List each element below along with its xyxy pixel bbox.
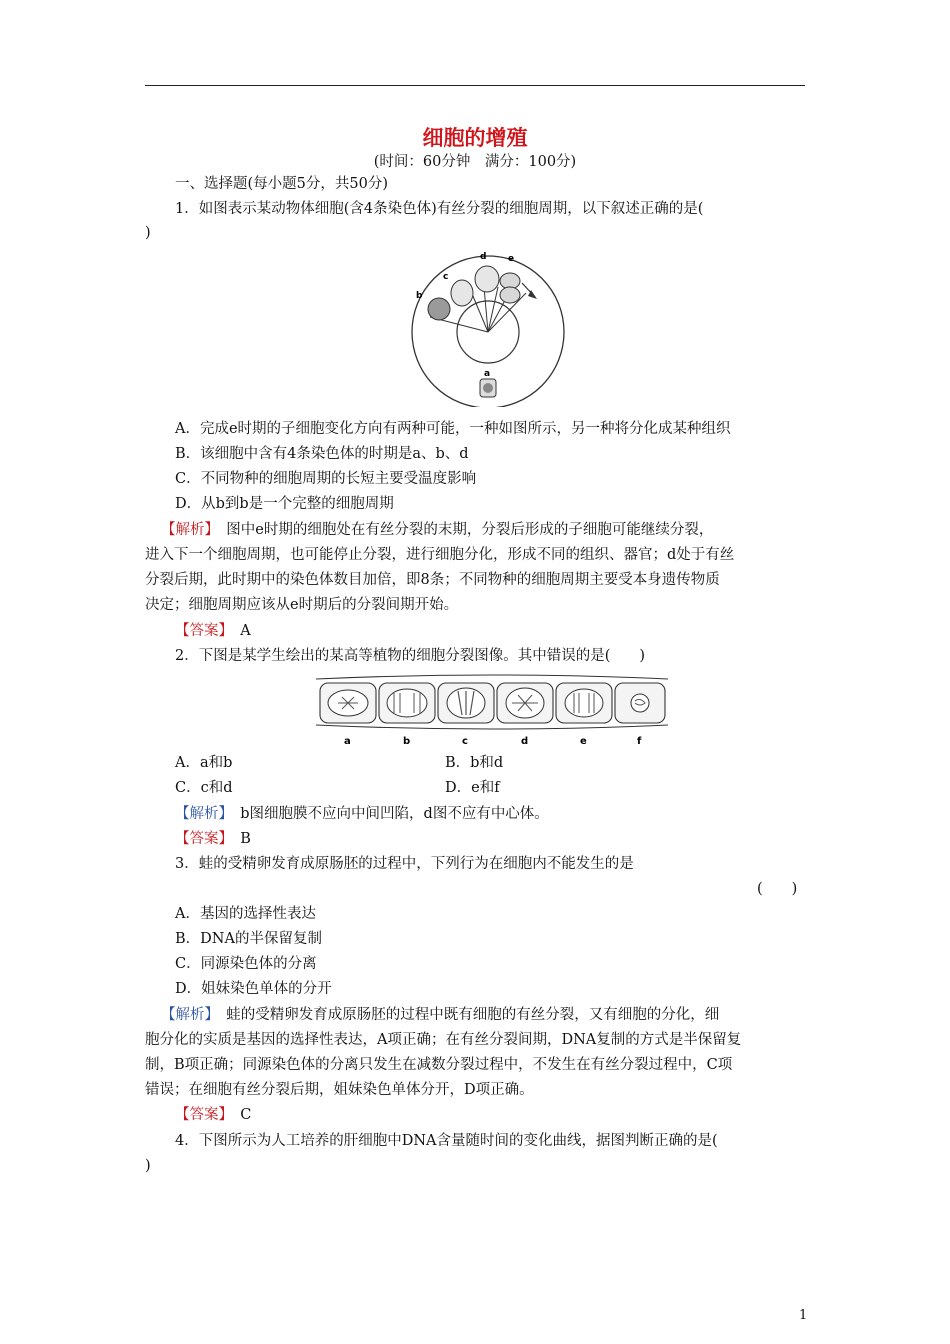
q3-analysis-line-3: 制，B项正确；同源染色体的分离只发生在减数分裂过程中，不发生在有丝分裂过程中，C项 [145, 1057, 733, 1073]
q2-fig-label-b: b [403, 736, 411, 747]
q1-analysis-line-1: 【解析】 图中e时期的细胞处在有丝分裂的末期，分裂后形成的子细胞可能继续分裂， [161, 522, 714, 538]
q4-stem: 4．下图所示为人工培养的肝细胞中DNA含量随时间的变化曲线，据图判断正确的是( [175, 1133, 718, 1149]
q3-option-b: B．DNA的半保留复制 [175, 931, 322, 947]
q2-fig-label-e: e [580, 736, 587, 747]
q3-answer-blank: ( ) [757, 881, 798, 897]
q1-analysis-line-2: 进入下一个细胞周期，也可能停止分裂，进行细胞分化，形成不同的组织、器官；d处于有丝 [145, 547, 735, 563]
q2-fig-label-d: d [521, 736, 529, 747]
q1-option-d: D．从b到b是一个完整的细胞周期 [175, 496, 394, 512]
q1-option-c: C．不同物种的细胞周期的长短主要受温度影响 [175, 471, 477, 487]
q1-stem-cont: ) [145, 225, 151, 241]
plant-mitosis-figure [312, 673, 672, 753]
q3-option-c: C．同源染色体的分离 [175, 956, 317, 972]
q2-fig-label-a: a [344, 736, 351, 747]
q1-option-b: B．该细胞中含有4条染色体的时期是a、b、d [175, 446, 469, 462]
section-heading: 一、选择题(每小题5分，共50分) [175, 176, 388, 192]
q1-fig-label-a: a [484, 369, 491, 379]
q3-stem: 3．蛙的受精卵发育成原肠胚的过程中，下列行为在细胞内不能发生的是 [175, 856, 634, 872]
q3-analysis-line-2: 胞分化的实质是基因的选择性表达，A项正确；在有丝分裂间期，DNA复制的方式是半保留复 [145, 1032, 742, 1048]
page-title: 细胞的增殖 [422, 126, 528, 150]
q2-analysis-tag: 【解析】 [175, 806, 226, 822]
cell-cycle-figure [410, 247, 570, 407]
q2-option-c: C．c和d [175, 780, 233, 796]
q1-fig-label-c: c [443, 272, 449, 282]
q3-analysis-tag: 【解析】 [161, 1007, 212, 1023]
q1-stem: 1．如图表示某动物体细胞(含4条染色体)有丝分裂的细胞周期，以下叙述正确的是( [175, 201, 704, 217]
q2-fig-label-f: f [637, 736, 642, 747]
q3-option-d: D．姐妹染色单体的分开 [175, 981, 332, 997]
q1-analysis-line-3: 分裂后期，此时期中的染色体数目加倍，即8条；不同物种的细胞周期主要受本身遗传物质 [145, 572, 720, 588]
q2-answer-tag: 【答案】 [175, 831, 226, 847]
header-rule [145, 85, 805, 86]
q2-option-d: D．e和f [445, 780, 500, 796]
q3-analysis-line-4: 错误；在细胞有丝分裂后期，姐妹染色单体分开，D项正确。 [145, 1082, 534, 1098]
q3-option-a: A．基因的选择性表达 [175, 906, 316, 922]
q3-analysis-line-1: 【解析】 蛙的受精卵发育成原肠胚的过程中既有细胞的有丝分裂，又有细胞的分化，细 [161, 1007, 720, 1023]
q3-answer-tag: 【答案】 [175, 1107, 226, 1123]
q2-option-a: A．a和b [175, 755, 233, 771]
q2-fig-label-c: c [462, 736, 468, 747]
q2-option-b: B．b和d [445, 755, 504, 771]
q2-answer: 【答案】 B [175, 831, 251, 847]
page-subtitle: (时间：60分钟 满分：100分) [373, 154, 577, 170]
q2-analysis: 【解析】 b图细胞膜不应向中间凹陷，d图不应有中心体。 [175, 806, 549, 822]
q1-analysis-line-4: 决定；细胞周期应该从e时期后的分裂间期开始。 [145, 597, 459, 613]
q2-stem: 2．下图是某学生绘出的某高等植物的细胞分裂图像。其中错误的是( ) [175, 648, 646, 664]
q4-stem-cont: ) [145, 1158, 151, 1174]
q1-answer: 【答案】 A [175, 623, 251, 639]
page-number: 1 [799, 1308, 808, 1323]
q3-answer: 【答案】 C [175, 1107, 252, 1123]
q1-fig-label-b: b [416, 291, 423, 301]
q1-fig-label-e: e [508, 254, 515, 264]
q1-fig-label-d: d [480, 252, 487, 262]
q1-analysis-tag: 【解析】 [161, 522, 212, 538]
q1-option-a: A．完成e时期的子细胞变化方向有两种可能，一种如图所示，另一种将分化成某种组织 [175, 421, 731, 437]
q1-answer-tag: 【答案】 [175, 623, 226, 639]
